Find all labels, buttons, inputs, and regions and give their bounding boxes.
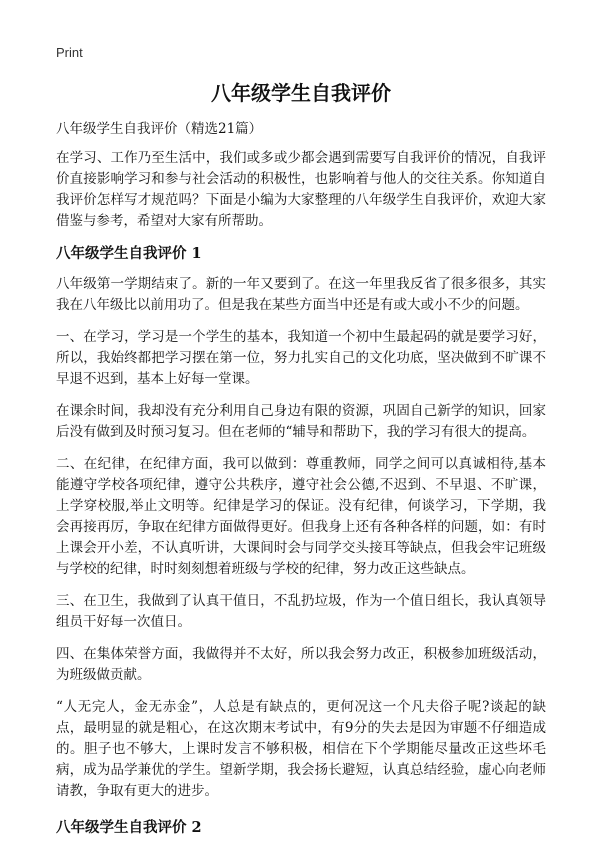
section-heading-2: 八年级学生自我评价 2 xyxy=(56,819,202,836)
print-link[interactable]: Print xyxy=(56,45,83,60)
document-subtitle: 八年级学生自我评价（精选21篇） xyxy=(56,121,263,137)
section1-paragraph-3: 在课余时间，我却没有充分利用自己身边有限的资源，巩固自己新学的知识，回家后没有做到及时预习复习。但在老师的“辅导和帮助下，我的学习有很大的提高。 xyxy=(56,403,546,440)
section-heading-1: 八年级学生自我评价 1 xyxy=(56,245,202,262)
section1-paragraph-2: 一、在学习，学习是一个学生的基本，我知道一个初中生最起码的就是要学习好，所以，我始终都把学习摆在第一位，努力扎实自己的文化功底，坚决做到不旷课不早退不迟到，基本上好每一堂课。 xyxy=(56,329,546,387)
section1-paragraph-6: 四、在集体荣誉方面，我做得并不太好，所以我会努力改正，积极参加班级活动，为班级做贡献。 xyxy=(56,646,546,683)
section1-paragraph-1: 八年级第一学期结束了。新的一年又要到了。在这一年里我反省了很多很多，其实我在八年级比以前用功了。但是我在某些方面当中还是有或大或小不少的问题。 xyxy=(56,276,546,313)
document-content xyxy=(56,119,546,848)
section1-paragraph-4: 二、在纪律，在纪律方面，我可以做到：尊重教师，同学之间可以真诚相待,基本能遵守学校各项纪律，遵守公共秩序，遵守社会公德,不迟到、不早退、不旷课，上学穿校服,举止文明等。纪律是学习的保证。没有纪律，何谈学习，下学期，我会再接再厉，争取在纪律方面做得更好。但我身上还有各种各样的问题，如：有时上课会开小差，不认真听讲，大课间时会与同学交头接耳等缺点，但我会牢记班级与学校的纪律，时时刻刻想着班级与学校的纪律，努力改正这些缺点。 xyxy=(56,456,546,577)
intro-paragraph: 在学习、工作乃至生活中，我们或多或少都会遇到需要写自我评价的情况，自我评价直接影响学习和参与社会活动的积极性，也影响着与他人的交往关系。你知道自我评价怎样写才规范吗？下面是小编为大家整理的八年级学生自我评价，欢迎大家借鉴与参考，希望对大家有所帮助。 xyxy=(56,150,546,229)
page-title: 八年级学生自我评价 xyxy=(211,81,391,105)
section1-paragraph-7: “人无完人，金无赤金”，人总是有缺点的，更何况这一个凡夫俗子呢?谈起的缺点，最明显的就是粗心，在这次期末考试中，有9分的失去是因为审题不仔细造成的。胆子也不够大，上课时发言不够积极，相信在下个学期能尽量改正这些坏毛病，成为品学兼优的学生。望新学期，我会扬长避短，认真总结经验，虚心向老师请教，争取有更大的进步。 xyxy=(56,699,546,799)
section1-paragraph-5: 三、在卫生，我做到了认真干值日，不乱扔垃圾，作为一个值日组长，我认真领导组员干好每一次值日。 xyxy=(56,593,546,630)
